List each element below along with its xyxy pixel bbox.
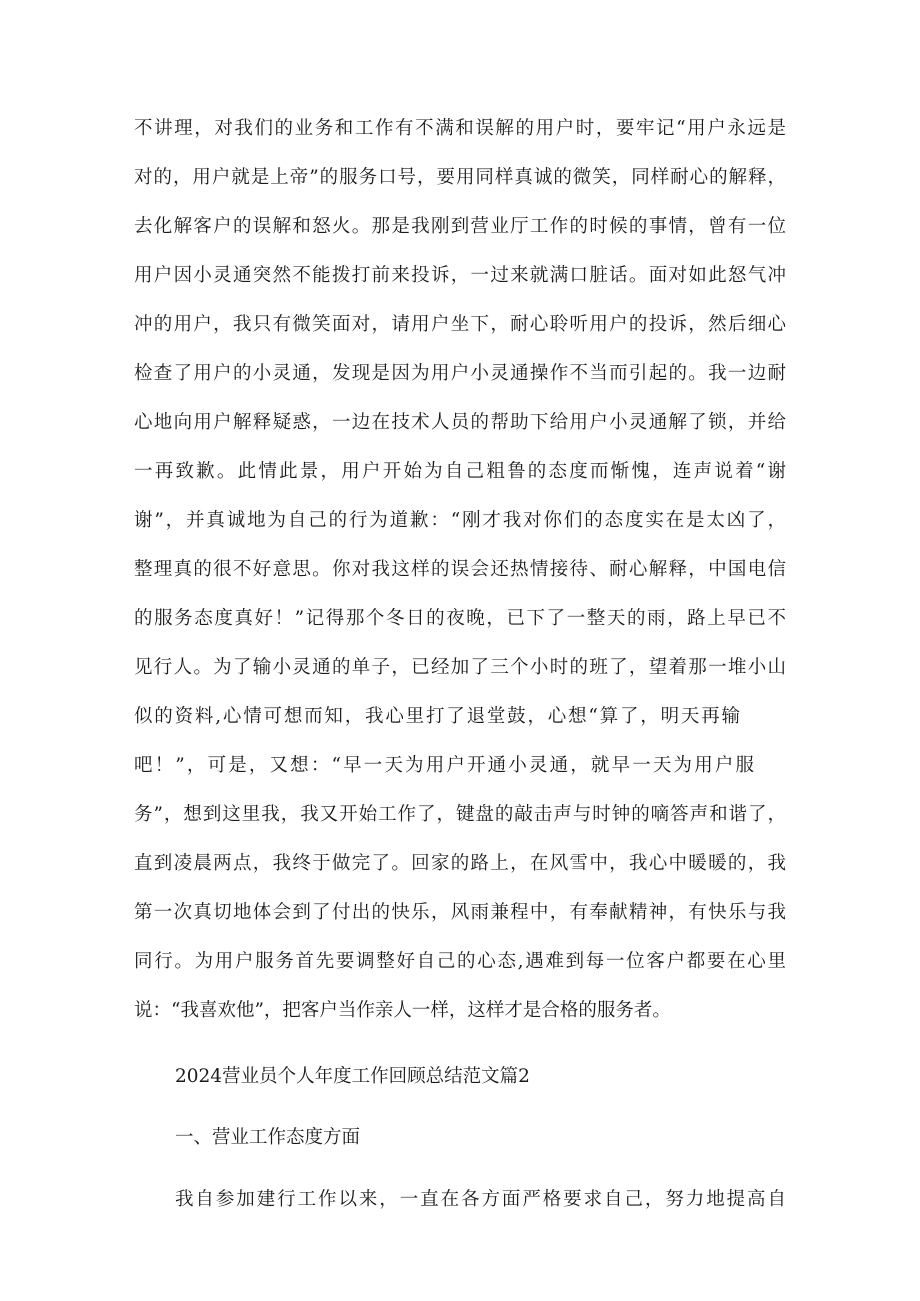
paragraph-1-line-5: 冲的用户，我只有微笑面对，请用户坐下，耐心聆听用户的投诉，然后细心 [134, 314, 786, 335]
paragraph-1-line-17: 第一次真切地体会到了付出的快乐，风雨兼程中，有奉献精神，有快乐与我 [134, 902, 786, 923]
paragraph-1-line-8: 一再致歉。此情此景，用户开始为自己粗鲁的态度而惭愧，连声说着“谢 [134, 461, 786, 482]
paragraph-1-line-4: 用户因小灵通突然不能拨打前来投诉，一过来就满口脏话。面对如此怒气冲 [134, 265, 786, 286]
subsection-title: 一、营业工作态度方面 [175, 1127, 361, 1148]
paragraph-1-line-10: 整理真的很不好意思。你对我这样的误会还热情接待、耐心解释，中国电信 [134, 559, 786, 580]
paragraph-1-line-19: 说：“我喜欢他”，把客户当作亲人一样，这样才是合格的服务者。 [134, 1000, 671, 1021]
paragraph-1-line-12: 见行人。为了输小灵通的单子，已经加了三个小时的班了，望着那一堆小山 [134, 657, 786, 678]
section-title: 2024营业员个人年度工作回顾总结范文篇2 [175, 1066, 530, 1087]
paragraph-2-line-1: 我自参加建行工作以来，一直在各方面严格要求自己，努力地提高自 [175, 1189, 786, 1210]
paragraph-1-line-3: 去化解客户的误解和怒火。那是我刚到营业厅工作的时候的事情，曾有一位 [134, 216, 786, 237]
paragraph-1-line-13: 似的资料,心情可想而知，我心里打了退堂鼓，心想“算了，明天再输 [134, 706, 740, 727]
paragraph-1-line-1: 不讲理，对我们的业务和工作有不满和误解的用户时，要牢记“用户永远是 [134, 118, 786, 139]
paragraph-1-line-11: 的服务态度真好！”记得那个冬日的夜晚，已下了一整天的雨，路上早已不 [134, 608, 786, 629]
paragraph-1-line-9: 谢”，并真诚地为自己的行为道歉：“刚才我对你们的态度实在是太凶了， [134, 510, 786, 531]
paragraph-1-line-15: 务”，想到这里我，我又开始工作了，键盘的敲击声与时钟的嘀答声和谐了， [134, 804, 786, 825]
paragraph-1-line-14: 吧！”，可是，又想：“早一天为用户开通小灵通，就早一天为用户服 [134, 755, 754, 776]
paragraph-1-line-2: 对的，用户就是上帝”的服务口号，要用同样真诚的微笑，同样耐心的解释， [134, 167, 786, 188]
paragraph-1-line-7: 心地向用户解释疑惑，一边在技术人员的帮助下给用户小灵通解了锁，并给 [134, 412, 786, 433]
paragraph-1-line-18: 同行。为用户服务首先要调整好自己的心态,遇难到每一位客户都要在心里 [134, 951, 786, 972]
paragraph-1-line-16: 直到凌晨两点，我终于做完了。回家的路上，在风雪中，我心中暖暖的，我 [134, 853, 786, 874]
paragraph-1-line-6: 检查了用户的小灵通，发现是因为用户小灵通操作不当而引起的。我一边耐 [134, 363, 786, 384]
